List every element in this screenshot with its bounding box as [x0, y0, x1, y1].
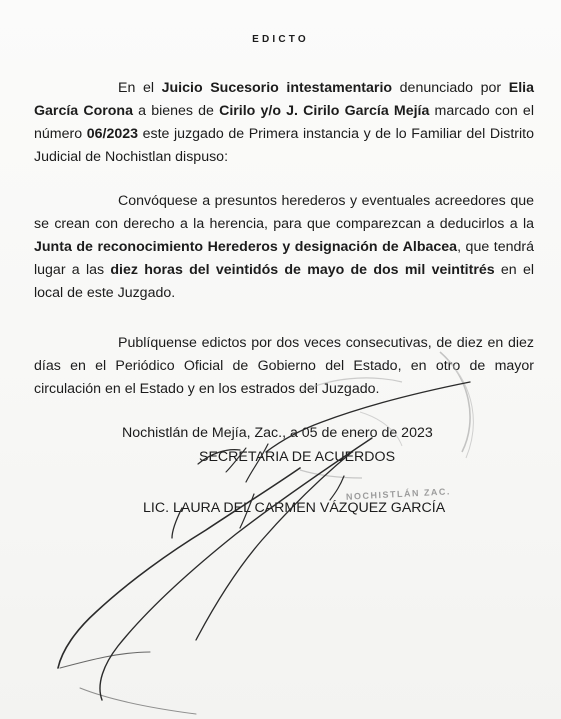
text-run: en el local de este Juzgado.	[34, 262, 534, 301]
text-run: Publíquense edictos por dos veces consecutivas, de diez en diez días en el Periódico Oficial de Gobierno del Estado, en otro de mayor circulación en el Estado y en los estrados del Juzgado.	[34, 335, 534, 397]
signatory-name: LIC. LAURA DEL CARMEN VÁZQUEZ GARCÍA	[143, 500, 446, 516]
case-type: Juicio Sucesorio intestamentario	[161, 80, 393, 96]
paragraph-case-details	[34, 77, 534, 169]
document-title: EDICTO	[252, 34, 309, 45]
stamp-text: NOCHISTLÁN ZAC.	[345, 486, 452, 502]
case-number: 06/2023	[86, 126, 139, 142]
claimant-name: Elia García Corona	[34, 80, 535, 119]
hearing-datetime: diez horas del veintidós de mayo de dos mil veintitrés	[110, 262, 495, 278]
text-run: denunciado por	[392, 80, 509, 96]
text-run: a bienes de	[132, 103, 220, 119]
text-run: , que tendrá lugar a las	[34, 239, 534, 278]
text-run: este juzgado de Primera instancia y de lo Familiar del Distrito Judicial de Nochistlan dispuso:	[34, 126, 535, 165]
office-title: SECRETARIA DE ACUERDOS	[199, 449, 396, 465]
text-run: Convóquese a presuntos herederos y eventuales acreedores que se crean con derecho a la herencia, para que comparezcan a deducirlos a la	[34, 193, 534, 232]
text-run: marcado con el número	[34, 103, 534, 142]
paragraph-publication	[34, 332, 534, 401]
text-run: En el	[118, 80, 162, 96]
place-and-date: Nochistlán de Mejía, Zac., a 05 de enero de 2023	[122, 425, 433, 441]
hearing-name: Junta de reconocimiento Herederos y designación de Albacea	[34, 239, 458, 255]
paragraph-summons	[34, 190, 534, 305]
deceased-name: Cirilo y/o J. Cirilo García Mejía	[219, 103, 430, 119]
